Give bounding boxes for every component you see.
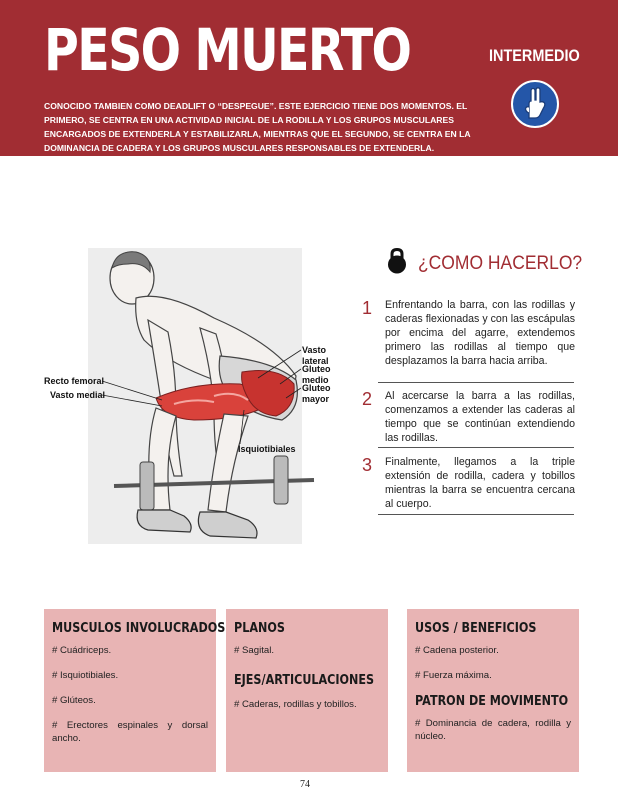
- use-item: # Cadena posterior.: [415, 645, 499, 656]
- label-gluteo-medio: Gluteo medio: [302, 364, 331, 385]
- step-number: 3: [361, 455, 372, 475]
- label-recto-femoral: Recto femoral: [44, 376, 105, 386]
- header-banner: [0, 0, 618, 156]
- intro-text: CONOCIDO TAMBIEN COMO DEADLIFT O “DESPEGUE”. ESTE EJERCICIO TIENE DOS MOMENTOS. EL PRIMERO, SE CENTRA EN UNA ACTIVIDAD INICIAL DE LA RODILLA Y LOS GRUPOS MUSCULARES ENCARGADOS DE EXTENDERLA Y ESTABILIZARLA, MIENTRAS QUE EL SEGUNDO, SE CENTRA EN LA DOMINANCIA DE CADERA Y LOS GRUPOS MUSCULARES RESPONSABLES DE EXTENDERLA.: [44, 101, 471, 153]
- axes-item: # Caderas, rodillas y tobillos.: [234, 699, 357, 710]
- howto-heading: [386, 248, 596, 279]
- step-divider: [378, 514, 574, 515]
- muscles-title: MUSCULOS INVOLUCRADOS: [52, 621, 226, 636]
- label-isquiotibiales: Isquiotibiales: [238, 444, 296, 454]
- muscle-item: # Glúteos.: [52, 695, 96, 706]
- muscle-item: # Erectores espinales y dorsal ancho.: [52, 720, 208, 744]
- step-divider: [378, 382, 574, 383]
- step-text: Al acercarse la barra a las rodillas, comenzamos a extender las caderas al tiempo que se continúan extendiendo las rodillas.: [385, 390, 575, 445]
- step-divider: [378, 447, 574, 448]
- muscles-box: [44, 609, 226, 772]
- planes-title: PLANOS: [234, 621, 285, 636]
- difficulty-level: INTERMEDIO: [489, 46, 580, 65]
- label-vasto-medial: Vasto medial: [50, 390, 106, 400]
- muscle-item: # Cuádriceps.: [52, 645, 112, 656]
- step-number: 2: [361, 389, 372, 409]
- step-text: Finalmente, llegamos a la triple extensión de rodilla, cadera y tobillos mientras la barra se encuentra cercana al cuerpo.: [385, 456, 575, 511]
- kettlebell-icon: [386, 248, 408, 279]
- hand-fingers-icon: [511, 80, 559, 128]
- page-number: 74: [300, 779, 310, 790]
- step-number: 1: [361, 298, 372, 318]
- pattern-item: # Dominancia de cadera, rodilla y núcleo.: [415, 718, 571, 742]
- plane-item: # Sagital.: [234, 645, 275, 656]
- howto-title: ¿COMO HACERLO?: [418, 252, 583, 274]
- axes-title: EJES/ARTICULACIONES: [234, 673, 375, 688]
- page-title: PESO MUERTO: [44, 16, 411, 84]
- uses-title: USOS / BENEFICIOS: [415, 621, 537, 636]
- label-vasto-lateral: Vasto lateral: [302, 345, 329, 366]
- uses-box: [407, 609, 579, 772]
- step-text: Enfrentando la barra, con las rodillas y caderas flexionadas y con las escápulas por encima del agarre, extendemos primero las rodillas al tiempo que desplazamos la barra hacia arriba.: [385, 299, 575, 368]
- pattern-title: PATRON DE MOVIMENTO: [415, 694, 569, 709]
- muscle-item: # Isquiotibiales.: [52, 670, 119, 681]
- deadlift-illustration: [44, 248, 344, 558]
- use-item: # Fuerza máxima.: [415, 670, 492, 681]
- label-gluteo-mayor: Gluteo mayor: [302, 383, 331, 404]
- planes-box: [226, 609, 388, 772]
